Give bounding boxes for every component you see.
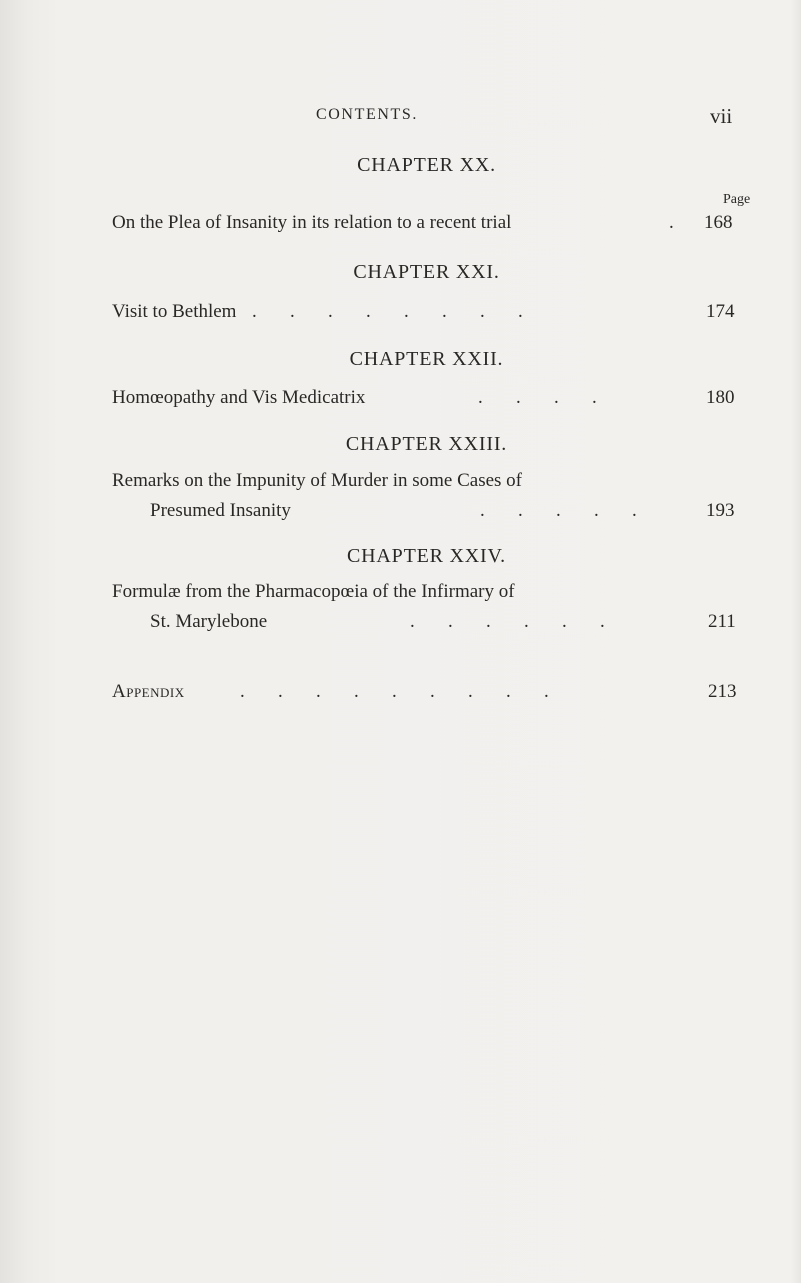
entry-title: On the Plea of Insanity in its relation to a recent trial <box>112 212 512 233</box>
toc-entry-continued <box>0 611 801 637</box>
page-number: 213 <box>708 681 737 702</box>
page-column-label: Page <box>723 192 751 207</box>
page-number: 211 <box>708 611 736 632</box>
leader-dots: . . . . . . . . <box>252 301 523 322</box>
chapter-heading: CHAPTER XX. <box>357 154 496 176</box>
entry-title: St. Marylebone <box>150 611 268 632</box>
page-number: 193 <box>706 500 735 521</box>
toc-entry <box>0 212 801 238</box>
toc-entry-appendix <box>0 681 801 707</box>
page-edge <box>791 0 801 1283</box>
chapter-heading: CHAPTER XXIII. <box>345 433 508 455</box>
running-head <box>0 106 801 130</box>
page-number: 168 <box>704 212 733 233</box>
toc-entry <box>0 470 801 496</box>
entry-title: Visit to Bethlem <box>112 301 237 322</box>
page-number: 174 <box>706 301 735 322</box>
running-title: CONTENTS. <box>316 106 418 123</box>
leader-dots: . . . . . <box>480 500 637 521</box>
entry-title: Remarks on the Impunity of Murder in some Cases of <box>112 470 523 491</box>
page-folio: vii <box>710 104 733 128</box>
appendix-title: Appendix <box>112 681 185 702</box>
chapter-heading: CHAPTER XXIV. <box>347 545 506 567</box>
toc-entry-continued <box>0 500 801 526</box>
leader-dots: . . . . <box>478 387 597 408</box>
entry-title: Homœopathy and Vis Medicatrix <box>112 387 366 408</box>
chapter-heading: CHAPTER XXI. <box>353 261 500 283</box>
toc-entry <box>0 581 801 607</box>
leader-dots: . . . . . . . . . <box>240 681 549 702</box>
entry-title: Presumed Insanity <box>150 500 291 521</box>
leader-dots: . . . . . . <box>410 611 605 632</box>
entry-title: Formulæ from the Pharmacopœia of the Infirmary of <box>112 581 515 602</box>
leader-dots: . <box>669 212 674 233</box>
page-number: 180 <box>706 387 735 408</box>
toc-entry <box>0 301 801 327</box>
chapter-heading: CHAPTER XXII. <box>349 348 504 370</box>
toc-entry <box>0 387 801 413</box>
